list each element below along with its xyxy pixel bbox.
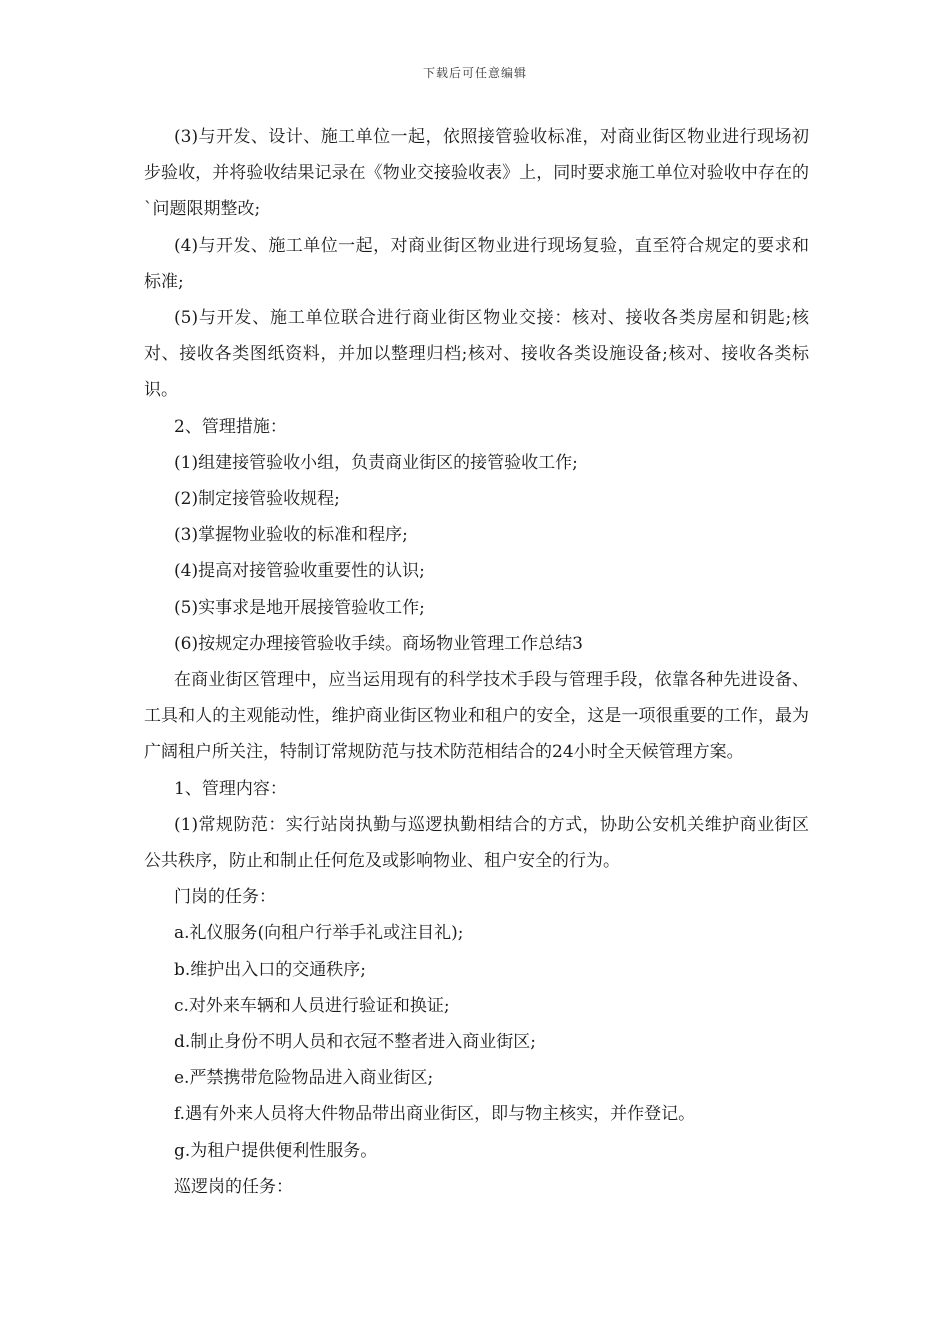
page-header-note: 下载后可任意编辑 xyxy=(422,66,527,80)
list-item-measure-5: (5)实事求是地开展接管验收工作; xyxy=(174,597,425,618)
paragraph-security-intro: 在商业街区管理中，应当运用现有的科学技术手段与管理手段，依靠各种先进设备、工具和人的主观能动性，维护商业街区物业和租户的安全，这是一项很重要的工作，最为广阔租户所关注，特制订常规防范与技术防范相结合的24小时全天候管理方案。 xyxy=(144,670,809,763)
heading-management-content: 1、管理内容： xyxy=(174,778,287,799)
list-item-measure-6: (6)按规定办理接管验收手续。商场物业管理工作总结3 xyxy=(174,633,583,654)
list-item-measure-4: (4)提高对接管验收重要性的认识; xyxy=(174,561,425,582)
paragraph-routine-prevention: (1)常规防范：实行站岗执勤与巡逻执勤相结合的方式，协助公安机关维护商业街区公共秩序，防止和制止任何危及或影响物业、租户安全的行为。 xyxy=(144,814,809,872)
document-body xyxy=(144,119,809,1205)
heading-patrol-post-tasks: 巡逻岗的任务： xyxy=(174,1176,293,1197)
list-item-gate-task-g: g.为租户提供便利性服务。 xyxy=(174,1140,378,1161)
list-item-gate-task-d: d.制止身份不明人员和衣冠不整者进入商业街区; xyxy=(174,1032,537,1053)
heading-management-measures: 2、管理措施： xyxy=(174,416,287,437)
list-item-gate-task-e: e.严禁携带危险物品进入商业街区; xyxy=(174,1068,434,1089)
list-item-measure-3: (3)掌握物业验收的标准和程序; xyxy=(174,525,408,546)
list-item-gate-task-a: a.礼仪服务(向租户行举手礼或注目礼); xyxy=(174,923,464,944)
paragraph-acceptance-step-4: (4)与开发、施工单位一起，对商业街区物业进行现场复验，直至符合规定的要求和标准; xyxy=(144,235,809,292)
list-item-measure-1: (1)组建接管验收小组，负责商业街区的接管验收工作; xyxy=(174,452,578,473)
paragraph-acceptance-step-5: (5)与开发、施工单位联合进行商业街区物业交接：核对、接收各类房屋和钥匙;核对、接收各类图纸资料，并加以整理归档;核对、接收各类设施设备;核对、接收各类标识。 xyxy=(144,308,809,401)
list-item-measure-2: (2)制定接管验收规程; xyxy=(174,489,340,510)
list-item-gate-task-c: c.对外来车辆和人员进行验证和换证; xyxy=(174,995,450,1016)
heading-gate-post-tasks: 门岗的任务： xyxy=(174,887,276,908)
paragraph-acceptance-step-3: (3)与开发、设计、施工单位一起，依照接管验收标准，对商业街区物业进行现场初步验收，并将验收结果记录在《物业交接验收表》上，同时要求施工单位对验收中存在的`问题限期整改; xyxy=(144,127,809,220)
list-item-gate-task-f: f.遇有外来人员将大件物品带出商业街区，即与物主核实，并作登记。 xyxy=(174,1104,696,1125)
list-item-gate-task-b: b.维护出入口的交通秩序; xyxy=(174,959,367,980)
